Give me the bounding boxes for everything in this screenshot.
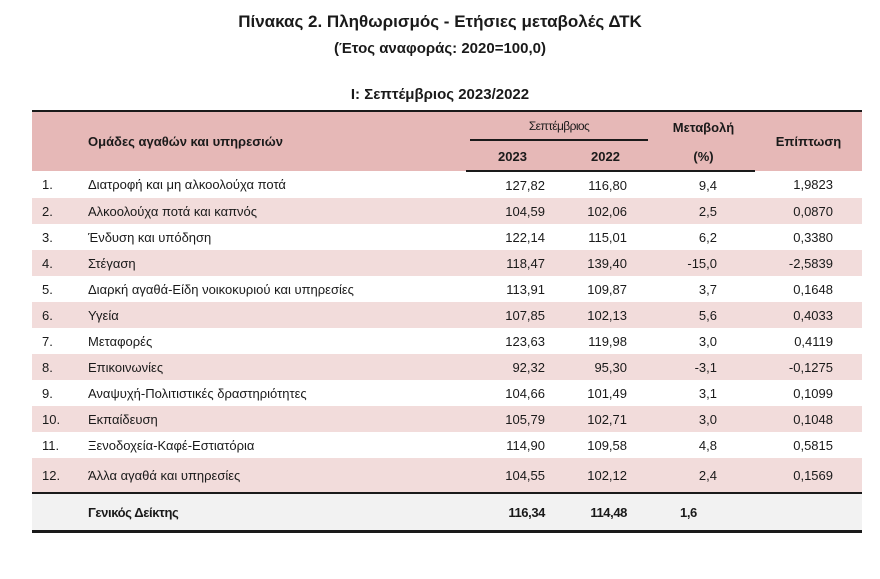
- header-impact: Επίπτωση: [755, 111, 862, 171]
- row-value-2022: 102,13: [559, 302, 652, 328]
- row-change-percent: 2,4: [652, 458, 755, 493]
- row-change-percent: 9,4: [698, 177, 717, 193]
- row-category: Εκπαίδευση: [76, 406, 466, 432]
- row-number: 9.: [42, 385, 53, 401]
- row-number: 5.: [42, 281, 53, 297]
- row-impact: -2,5839: [755, 250, 862, 276]
- row-impact: 1,9823: [793, 177, 833, 192]
- table-row: [32, 406, 862, 432]
- header-month-label: Σεπτέμβριος: [470, 113, 648, 141]
- row-value-2023: 105,79: [466, 406, 559, 432]
- table-row: [32, 276, 862, 302]
- row-change-percent: 3,0: [652, 406, 755, 432]
- total-row: [32, 493, 862, 532]
- row-value-2023: 92,32: [466, 354, 559, 380]
- row-value-2023: 104,55: [466, 458, 559, 493]
- row-change-percent: 3,7: [698, 281, 717, 297]
- table-row: [32, 302, 862, 328]
- table-row: [32, 458, 862, 493]
- header-change-line1: Μεταβολή: [652, 111, 755, 142]
- table-header: [32, 111, 862, 171]
- row-impact: 0,1048: [755, 406, 862, 432]
- total-value-2023: 116,34: [466, 493, 559, 532]
- row-value-2022: 95,30: [559, 354, 652, 380]
- row-value-2023: 107,85: [466, 302, 559, 328]
- table-row: [32, 171, 862, 198]
- row-value-2022: 119,98: [588, 333, 627, 349]
- row-value-2023: 114,90: [506, 437, 545, 453]
- total-label: Γενικός Δείκτης: [76, 493, 466, 532]
- row-value-2023: 104,59: [466, 198, 559, 224]
- cpi-table: [32, 110, 862, 533]
- row-impact: 0,3380: [793, 229, 833, 245]
- row-value-2022: 139,40: [559, 250, 652, 276]
- row-value-2023: 104,66: [505, 385, 545, 401]
- row-change-percent: 2,5: [652, 198, 755, 224]
- row-change-percent: 3,1: [698, 385, 717, 401]
- row-value-2022: 102,12: [559, 458, 652, 493]
- row-value-2022: 109,87: [587, 281, 627, 297]
- row-category: Διαρκή αγαθά-Είδη νοικοκυριού και υπηρεσίες: [88, 281, 354, 297]
- table-row: [32, 198, 862, 224]
- row-category: Αλκοολούχα ποτά και καπνός: [76, 198, 466, 224]
- row-impact: 0,0870: [755, 198, 862, 224]
- row-impact: 0,4119: [794, 333, 833, 349]
- row-category: Επικοινωνίες: [76, 354, 466, 380]
- row-value-2022: 102,71: [559, 406, 652, 432]
- row-category: Ένδυση και υπόδηση: [88, 229, 212, 245]
- row-number: 2.: [32, 198, 76, 224]
- row-change-percent: -15,0: [652, 250, 755, 276]
- row-impact: 0,1569: [755, 458, 862, 493]
- total-impact: [755, 493, 862, 532]
- row-number: 1.: [42, 177, 53, 192]
- row-impact: 0,1648: [793, 281, 833, 297]
- table-row: [32, 354, 862, 380]
- row-number: 8.: [32, 354, 76, 380]
- row-value-2023: 123,63: [505, 333, 545, 349]
- section-heading: I: Σεπτέμβριος 2023/2022: [350, 86, 530, 103]
- row-change-percent: 4,8: [698, 437, 717, 453]
- row-impact: 0,5815: [793, 437, 833, 453]
- header-year-2022: 2022: [559, 142, 652, 171]
- row-category: Στέγαση: [76, 250, 466, 276]
- row-value-2023: 113,91: [506, 281, 545, 297]
- row-value-2022: 115,01: [588, 229, 627, 245]
- row-change-percent: 3,0: [698, 333, 717, 349]
- row-category: Αναψυχή-Πολιτιστικές δραστηριότητες: [88, 385, 307, 401]
- header-change-line2: (%): [652, 142, 755, 171]
- row-category: Διατροφή και μη αλκοολούχα ποτά: [88, 177, 286, 192]
- row-change-percent: 5,6: [652, 302, 755, 328]
- header-month-group: [466, 111, 652, 142]
- total-value-2022: 114,48: [559, 493, 652, 532]
- row-value-2022: 102,06: [559, 198, 652, 224]
- table-subtitle: (Έτος αναφοράς: 2020=100,0): [334, 40, 546, 57]
- row-value-2022: 109,58: [587, 437, 627, 453]
- row-number: 12.: [32, 458, 76, 493]
- table-title: Πίνακας 2. Πληθωρισμός - Ετήσιες μεταβολές ΔΤΚ: [238, 12, 642, 31]
- row-number: 3.: [42, 229, 53, 245]
- table-footer: [32, 493, 862, 532]
- row-number: 11.: [42, 437, 60, 453]
- row-number: 6.: [32, 302, 76, 328]
- row-value-2023: 122,14: [505, 229, 545, 245]
- row-change-percent: -3,1: [652, 354, 755, 380]
- row-value-2023: 118,47: [466, 250, 559, 276]
- row-category: Ξενοδοχεία-Καφέ-Εστιατόρια: [88, 437, 255, 453]
- total-change: 1,6: [652, 493, 755, 532]
- row-number: 7.: [42, 333, 53, 349]
- table-row: [32, 328, 862, 354]
- header-year-2023: 2023: [466, 142, 559, 171]
- row-value-2023: 127,82: [505, 177, 545, 193]
- row-change-percent: 6,2: [698, 229, 717, 245]
- table-row: [32, 432, 862, 458]
- table-row: [32, 380, 862, 406]
- table-body: [32, 171, 862, 493]
- row-impact: -0,1275: [755, 354, 862, 380]
- row-impact: 0,1099: [793, 385, 833, 401]
- row-number: 4.: [32, 250, 76, 276]
- row-category: Μεταφορές: [88, 333, 153, 349]
- row-impact: 0,4033: [755, 302, 862, 328]
- row-number: 10.: [32, 406, 76, 432]
- row-category: Άλλα αγαθά και υπηρεσίες: [76, 458, 466, 493]
- table-row: [32, 224, 862, 250]
- total-num: [32, 493, 76, 532]
- header-groups: Ομάδες αγαθών και υπηρεσιών: [32, 111, 466, 171]
- table-row: [32, 250, 862, 276]
- row-value-2022: 116,80: [588, 177, 627, 193]
- row-value-2022: 101,49: [587, 385, 627, 401]
- row-category: Υγεία: [76, 302, 466, 328]
